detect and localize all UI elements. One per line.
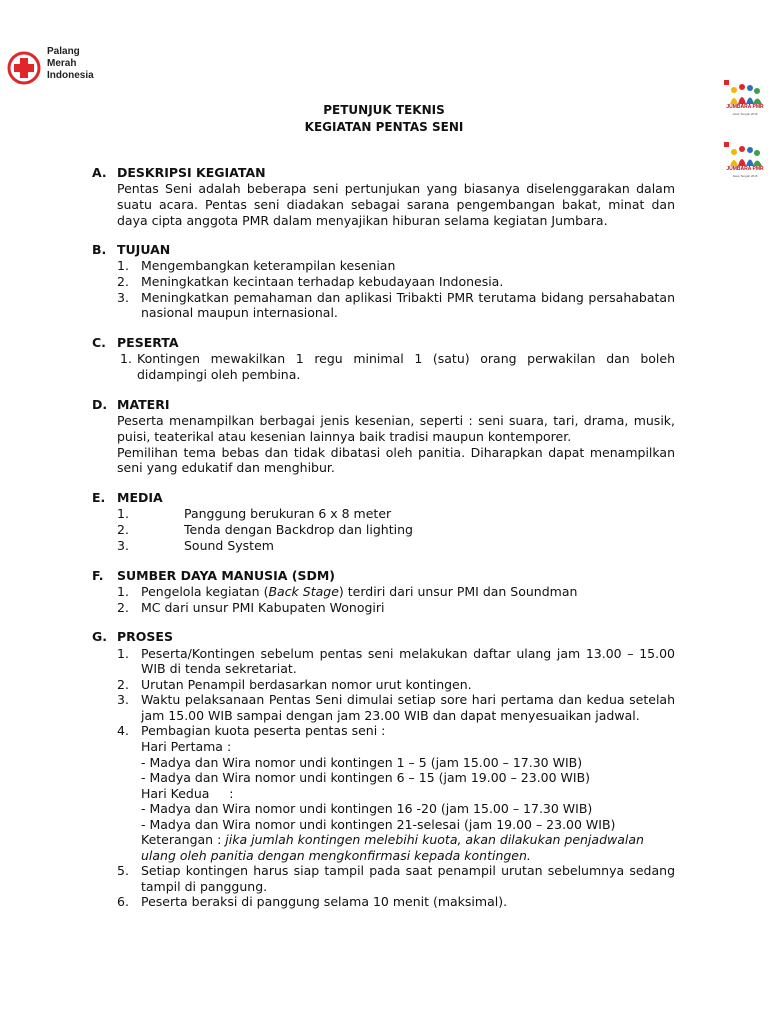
section-d-line-4: seni yang edukatif dan menghibur. — [117, 460, 335, 475]
section-e-letter: E. — [92, 490, 106, 505]
keterangan-line-1 — [141, 832, 644, 848]
logo-line-3: Indonesia — [47, 70, 94, 81]
proses-num-3: 3. — [117, 692, 129, 707]
media-item-2: Tenda dengan Backdrop dan lighting — [184, 522, 413, 537]
sdm-num-1: 1. — [117, 584, 129, 599]
sdm-num-2: 2. — [117, 600, 129, 615]
sdm-item-2: MC dari unsur PMI Kabupaten Wonogiri — [141, 600, 385, 615]
badge-title: JUMBARA PMR — [726, 166, 764, 172]
doc-title-line-2: KEGIATAN PENTAS SENI — [304, 120, 464, 134]
proses-item-1-line-1: Peserta/Kontingen sebelum pentas seni melakukan daftar ulang jam 13.00 – 15.00 — [141, 646, 675, 661]
peserta-item-1-line-2: didampingi oleh pembina. — [137, 367, 301, 382]
section-c-letter: C. — [92, 335, 106, 350]
badge-subtitle: Jawa Tengah 2016 — [732, 174, 758, 178]
section-d-letter: D. — [92, 397, 108, 412]
media-item-3: Sound System — [184, 538, 274, 553]
keterangan-text-2: ulang oleh panitia dengan mengkonfirmasi kepada kontingen. — [141, 848, 531, 863]
section-c-heading: PESERTA — [117, 335, 179, 350]
badge-title: JUMBARA PMR — [726, 104, 764, 110]
tujuan-item-3-line-2: nasional maupun internasional. — [141, 305, 338, 320]
section-f-heading: SUMBER DAYA MANUSIA (SDM) — [117, 568, 336, 583]
tujuan-item-3-line-1: Meningkatkan pemahaman dan aplikasi Tribakti PMR terutama bidang persahabatan — [141, 290, 675, 305]
tujuan-item-1: Mengembangkan keterampilan kesenian — [141, 258, 396, 273]
tujuan-item-2: Meningkatkan kecintaan terhadap kebudayaan Indonesia. — [141, 274, 504, 289]
tujuan-num-2: 2. — [117, 274, 129, 289]
sdm-item-1-pre: Pengelola kegiatan ( — [141, 584, 269, 599]
section-a-heading: DESKRIPSI KEGIATAN — [117, 165, 266, 180]
sdm-item-1-emphasis: Back Stage — [268, 584, 339, 599]
hari-pertama-slot-2: - Madya dan Wira nomor undi kontingen 6 – 15 (jam 19.00 – 23.00 WIB) — [141, 770, 591, 785]
proses-item-5-line-2: tampil di panggung. — [141, 879, 268, 894]
section-g-letter: G. — [92, 629, 108, 644]
proses-item-3-line-1: Waktu pelaksanaan Pentas Seni dimulai setiap sore hari pertama dan kedua setelah — [141, 692, 675, 707]
section-f-letter: F. — [92, 568, 104, 583]
proses-item-2-line-1: Urutan Penampil berdasarkan nomor urut kontingen. — [141, 677, 472, 692]
section-b-letter: B. — [92, 242, 107, 257]
tujuan-num-3: 3. — [117, 290, 129, 305]
hari-pertama-slot-1: - Madya dan Wira nomor undi kontingen 1 – 5 (jam 15.00 – 17.30 WIB) — [141, 755, 583, 770]
section-d-line-1: Peserta menampilkan berbagai jenis kesenian, seperti : seni suara, tari, drama, musik, — [117, 413, 675, 428]
media-num-3: 3. — [117, 538, 129, 553]
section-d-heading: MATERI — [117, 397, 170, 412]
proses-num-4: 4. — [117, 723, 129, 738]
section-b-heading: TUJUAN — [117, 242, 171, 257]
section-a-line-2: suatu acara. Pentas seni diadakan sebagai sarana pengembangan bakat, minat dan — [117, 197, 675, 212]
proses-item-5-line-1: Setiap kontingen harus siap tampil pada saat penampil urutan sebelumnya sedang — [141, 863, 675, 878]
media-num-1: 1. — [117, 506, 129, 521]
pmi-logo-text — [47, 46, 94, 82]
jumbara-badge-2 — [722, 140, 768, 192]
peserta-num-1: 1. — [120, 351, 132, 366]
doc-title-line-1: PETUNJUK TEKNIS — [323, 103, 445, 117]
proses-num-5: 5. — [117, 863, 129, 878]
proses-num-2: 2. — [117, 677, 129, 692]
section-e-heading: MEDIA — [117, 490, 163, 505]
keterangan-text-1: jika jumlah kontingen melebihi kuota, akan dilakukan penjadwalan — [225, 832, 644, 847]
hari-pertama-label: Hari Pertama : — [141, 739, 232, 754]
section-a-line-1: Pentas Seni adalah beberapa seni pertunjukan yang biasanya diselenggarakan dalam — [117, 181, 675, 196]
hari-kedua-slot-1: - Madya dan Wira nomor undi kontingen 16 -20 (jam 15.00 – 17.30 WIB) — [141, 801, 593, 816]
proses-num-1: 1. — [117, 646, 129, 661]
badge-subtitle: Jawa Tengah 2016 — [732, 112, 758, 116]
logo-line-1: Palang — [47, 46, 80, 57]
hari-kedua-slot-2: - Madya dan Wira nomor undi kontingen 21-selesai (jam 19.00 – 23.00 WIB) — [141, 817, 616, 832]
pmi-logo — [6, 46, 116, 86]
section-a-line-3: daya cipta anggota PMR dalam menyajikan hiburan selama kegiatan Jumbara. — [117, 213, 608, 228]
keterangan-label: Keterangan : — [141, 832, 226, 847]
red-cross-icon — [6, 50, 42, 86]
section-g-heading: PROSES — [117, 629, 173, 644]
proses-item-1-line-2: WIB di tenda sekretariat. — [141, 661, 297, 676]
sdm-item-1 — [141, 584, 577, 600]
proses-num-6: 6. — [117, 894, 129, 909]
peserta-item-1-line-1: Kontingen mewakilkan 1 regu minimal 1 (satu) orang perwakilan dan boleh — [137, 351, 675, 366]
hari-kedua-label: Hari Kedua : — [141, 786, 234, 801]
sdm-item-1-post: ) terdiri dari unsur PMI dan Soundman — [338, 584, 578, 599]
keterangan-line-2 — [141, 848, 531, 864]
section-a-letter: A. — [92, 165, 107, 180]
tujuan-num-1: 1. — [117, 258, 129, 273]
logo-line-2: Merah — [47, 58, 77, 69]
proses-item-6-line-1: Peserta beraksi di panggung selama 10 menit (maksimal). — [141, 894, 508, 909]
media-num-2: 2. — [117, 522, 129, 537]
section-d-line-3: Pemilihan tema bebas dan tidak dibatasi oleh panitia. Diharapkan dapat menampilkan — [117, 445, 675, 460]
proses-item-3-line-2: jam 15.00 WIB sampai dengan jam 23.00 WIB dan dapat menyesuaikan jadwal. — [141, 708, 640, 723]
media-item-1: Panggung berukuran 6 x 8 meter — [184, 506, 392, 521]
proses-item-4-line-1: Pembagian kuota peserta pentas seni : — [141, 723, 386, 738]
section-d-line-2: puisi, teaterikal atau kesenian lainnya baik tradisi maupun kontemporer. — [117, 429, 572, 444]
